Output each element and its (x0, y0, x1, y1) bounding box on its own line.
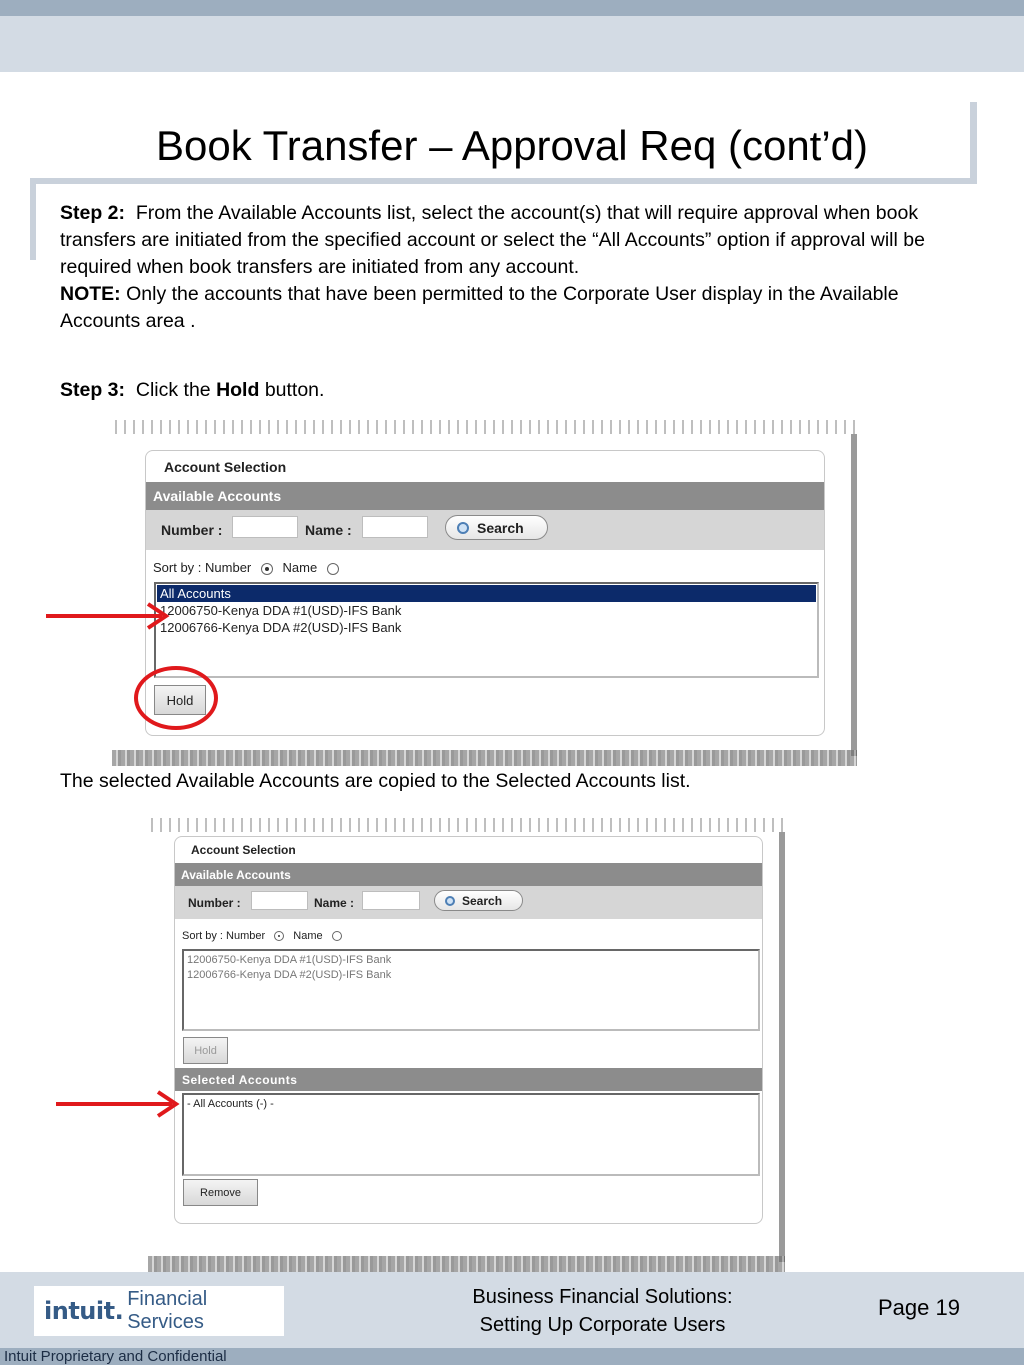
available-accounts-list[interactable] (182, 949, 760, 1031)
selected-accounts-list[interactable] (182, 1093, 760, 1176)
step-3-bold: Hold (216, 379, 260, 401)
footer-title (420, 1283, 785, 1339)
torn-edge-bottom (148, 1256, 785, 1272)
slide-title: Book Transfer – Approval Req (cont’d) (155, 122, 869, 169)
sort-number-radio[interactable] (274, 931, 284, 941)
step-2-label: Step 2: (60, 202, 126, 224)
search-button[interactable] (434, 890, 523, 911)
logo-mark: intuit. (44, 1297, 124, 1325)
step-3-label: Step 3: (60, 379, 126, 401)
available-accounts-list[interactable] (154, 582, 819, 678)
available-accounts-header: Available Accounts (175, 863, 762, 886)
selected-accounts-header: Selected Accounts (175, 1068, 762, 1091)
title-frame-underline (32, 178, 977, 184)
search-icon (457, 522, 469, 534)
list-item[interactable]: 12006750-Kenya DDA #1(USD)-IFS Bank (187, 954, 392, 966)
torn-edge-top (112, 420, 857, 434)
panel-title: Account Selection (164, 459, 287, 475)
screenshot-account-selection (112, 420, 857, 766)
name-input[interactable] (362, 891, 420, 910)
screenshot-shadow (779, 832, 785, 1262)
name-label: Name : (314, 896, 355, 910)
panel-title: Account Selection (191, 843, 296, 857)
remove-button[interactable]: Remove (183, 1179, 258, 1206)
sort-name-label: Name (293, 930, 323, 942)
torn-edge-top (148, 818, 785, 832)
arrow-to-accounts-icon (44, 598, 174, 634)
top-stripe (0, 0, 1024, 16)
number-label: Number : (188, 896, 241, 910)
sort-row (153, 560, 339, 575)
title-frame-left (30, 178, 36, 260)
list-item[interactable]: - All Accounts (-) - (187, 1098, 274, 1110)
search-icon (445, 896, 455, 906)
list-item[interactable]: 12006766-Kenya DDA #2(USD)-IFS Bank (160, 620, 402, 635)
torn-edge-bottom (112, 750, 857, 766)
step-2-body: From the Available Accounts list, select the account(s) that will require approval when book transfers are initiated from the specified account or select the “All Accounts” option if approval will be required when book transfers are initiated from any account. (60, 202, 925, 278)
logo-text: Financial Services (127, 1288, 208, 1333)
search-button[interactable] (445, 515, 548, 540)
search-button-label: Search (477, 519, 524, 536)
step-3-text (60, 379, 324, 402)
sort-name-radio[interactable] (327, 563, 339, 575)
sort-row (182, 930, 342, 942)
account-selection-panel (174, 836, 763, 1224)
footer-line-1: Business Financial Solutions: (472, 1286, 733, 1308)
intuit-logo (34, 1286, 284, 1336)
top-band (0, 16, 1024, 72)
sort-name-label: Name (282, 560, 318, 575)
search-bar (146, 510, 824, 550)
step-3-post: button. (264, 379, 325, 401)
sort-label: Sort by : Number (153, 560, 252, 575)
note-label: NOTE: (60, 283, 121, 305)
search-button-label: Search (462, 893, 503, 908)
sort-number-radio[interactable] (261, 563, 273, 575)
list-item[interactable]: All Accounts (157, 585, 816, 602)
step-2-text (60, 200, 960, 335)
search-bar (175, 886, 762, 919)
screenshot-selected-accounts (148, 818, 785, 1272)
number-label: Number : (161, 522, 223, 538)
confidential-notice: Intuit Proprietary and Confidential (4, 1348, 227, 1365)
hold-highlight-circle (134, 666, 218, 730)
account-selection-panel (145, 450, 825, 736)
screenshot-shadow (851, 434, 857, 756)
hold-button[interactable]: Hold (183, 1037, 228, 1064)
sort-label: Sort by : Number (182, 930, 266, 942)
name-label: Name : (305, 522, 352, 538)
caption-text: The selected Available Accounts are copied to the Selected Accounts list. (60, 770, 691, 792)
list-item[interactable]: 12006766-Kenya DDA #2(USD)-IFS Bank (187, 969, 392, 981)
page-number: Page 19 (878, 1295, 960, 1320)
step-3-pre: Click the (135, 379, 211, 401)
note-body: Only the accounts that have been permitted to the Corporate User display in the Available Accounts area . (60, 283, 899, 332)
hold-button[interactable]: Hold (154, 685, 206, 715)
sort-name-radio[interactable] (332, 931, 342, 941)
available-accounts-header: Available Accounts (146, 482, 824, 510)
footer-line-2: Setting Up Corporate Users (479, 1314, 726, 1336)
name-input[interactable] (362, 516, 428, 538)
arrow-to-selected-icon (54, 1086, 184, 1122)
number-input[interactable] (251, 891, 308, 910)
number-input[interactable] (232, 516, 298, 538)
list-item[interactable]: 12006750-Kenya DDA #1(USD)-IFS Bank (160, 603, 402, 618)
